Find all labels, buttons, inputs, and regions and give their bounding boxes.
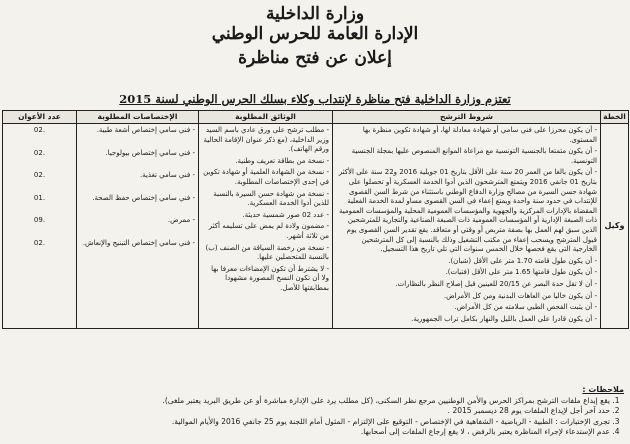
count-item: .02 <box>33 238 46 247</box>
table-header-row <box>3 111 629 124</box>
condition-item: - أن يكون خاليا من العاهات البدنية ومن كل الأمراض. <box>336 292 597 302</box>
header-documents: الوثائق المطلوبة <box>199 111 333 124</box>
count-item: .02 <box>33 126 46 134</box>
notes-section <box>6 385 624 438</box>
condition-item: - أن لا تقل حدة البصر عن 20/15 للعينين قبل إصلاح النظر بالنظارات. <box>336 280 597 290</box>
document-item: - نسخة من رخصة السياقة من الصنف (ب) بالنسبة للمتحصلين عليها. <box>202 244 329 263</box>
ministry-title: وزارة الداخلية <box>265 4 365 24</box>
document-item: - عدد 02 صور شمسية حديثة. <box>202 211 329 221</box>
condition-item: - أن يكون متمتعا بالجنسية التونسية مع مراعاة الموانع المنصوص عليها بمجلة الجنسية التونسية. <box>336 147 597 166</box>
condition-item: - أن يكون طول قامتها 1.65 متر على الأقل (فتيات). <box>336 268 597 278</box>
count-item: .02 <box>33 148 46 157</box>
conditions-cell <box>333 124 601 329</box>
specialty-item: - فني سامي إختصاص أشعة طبية. <box>80 126 195 136</box>
rank-cell: وكيل <box>601 124 629 329</box>
recruitment-table <box>2 110 629 329</box>
specialty-item: - فني سامي تغذية. <box>80 171 195 181</box>
condition-item: - أن يكون بالغا من العمر 20 سنة على الأقل بتاريخ 01 جويلية 2016 و22 سنة على الأكثر بتاريخ 01 جانفي 2016 ويتمتع المترشحون الذين أدوا الخدمة العسكرية أو تحصلوا على شهادة حسن السيرة من مصالح وزارة الدفاع الوطني باستثناء من شرط السن القصوى للإنتداب في حدود سنة واحدة ويمتع إعفاء في السن القصوى مساو لمدة الخدمة الفعلية المقضاة بالإدارات المركزية والجهوية والمؤسسات العمومية المحلية والمؤسسات العمومية ذات الصبغة الإدارية أو المؤسسات العمومية ذات الصبغة الصناعية والتجارية للمترشحين الذين سبق لهم العمل بها بصفة متربص أو وقتي أو متعاقد. يقع تقدير السن القصوى يوم قبول المترشح ويسحب إعفاء من مكتب التشغيل وذلك بالنسبة إلى كل المترشحين الخارجية التي يقع فحصها خلال الخمس سنوات التي تلي تاريخ هذا التسجيل. <box>336 168 597 254</box>
header-rank: الخطة <box>601 111 629 124</box>
document-item: - لا يشترط أن تكون الإمضاءات معرفا بها ولا أن تكون النسخ المصورة مشهودا بمطابقتها للأصل. <box>202 265 329 294</box>
count-item: .09 <box>33 216 46 225</box>
directorate-title: الإدارة العامة للحرس الوطني <box>211 24 419 44</box>
document-item: - نسخة من الشهادة العلمية أو شهادة تكوين في إحدى الإختصاصات المطلوبة. <box>202 168 329 187</box>
specialty-item: - فني سامي إختصاص بيولوجيا. <box>80 149 195 159</box>
announcement-subtitle: تعتزم وزارة الداخلية فتح مناظرة لإنتداب وكلاء بسلك الحرس الوطني لسنة 2015 <box>119 92 511 106</box>
count-cell <box>3 124 77 329</box>
note-item: 4. عدم الإستدعاء لإجراء المناظرة يعتبر بالرفض ، لا يقع إرجاع الملفات إلى أصحابها. <box>6 427 610 438</box>
page-header <box>0 4 630 69</box>
count-item: .01 <box>33 193 46 202</box>
specialty-item: - فني سامي إختصاص حفظ الصحة. <box>80 194 195 204</box>
specialty-item: - فني سامي إختصاص التبنيج والإنعاش. <box>80 239 195 249</box>
header-specialties: الإختصاصات المطلوبة <box>77 111 199 124</box>
document-item: - مضمون ولادة لم يمض على تسليمه أكثر من ثلاثة أشهر. <box>202 222 329 241</box>
count-item: .02 <box>33 171 46 180</box>
documents-cell <box>199 124 333 329</box>
header-count: عدد الأعوان <box>3 111 77 124</box>
note-item: 2. حدد آخر أجل لإيداع الملفات يوم 28 ديسمبر 2015 . <box>6 406 610 417</box>
specialty-item: - ممرض. <box>80 216 195 226</box>
specialties-cell <box>77 124 199 329</box>
condition-item: - أن يكون قادرا على العمل بالليل والنهار بكامل تراب الجمهورية. <box>336 315 597 325</box>
note-item: 3. تجرى الإختبارات : الطبية - الرياضية - الشفاهية في الإختصاص - التوقيع على الإلتزام - المثول أمام اللجنة يوم 25 جانفي 2016 والأيام الموالية. <box>6 417 610 428</box>
announcement-title: إعلان عن فتح مناظرة <box>238 48 392 68</box>
condition-item: - أن يثبت الفحص الطبي سلامته من كل الأمراض. <box>336 303 597 313</box>
document-item: - نسخة من شهادة حسن السيرة بالنسبة للذين أدوا الخدمة العسكرية. <box>202 190 329 209</box>
table-row <box>3 124 629 329</box>
header-conditions: شروط الترشح <box>333 111 601 124</box>
note-item: 1. يقع إيداع ملفات الترشح بمراكز الحرس والأمن الوطنيين مرجع نظر السكنى، (كل مطلب يرد على الإدارة مباشرة أو عن طريق البريد يعتبر ملغى). <box>6 396 610 407</box>
document-item: - مطلب ترشح على ورق عادي باسم السيد وزير الداخلية، (مع ذكر عنوان الإقامة الحالية ورقم الهاتف). <box>202 126 329 155</box>
document-item: - نسخة من بطاقة تعريف وطنية. <box>202 157 329 167</box>
notes-title: ملاحظات : <box>582 385 624 394</box>
condition-item: - أن يكون طول قامته 1.70 متر على الأقل (شبان). <box>336 257 597 267</box>
condition-item: - أن يكون محرزا على فني سامي أو شهادة معادلة لها، أو شهادة تكوين منظرة بها المستوى. <box>336 126 597 145</box>
